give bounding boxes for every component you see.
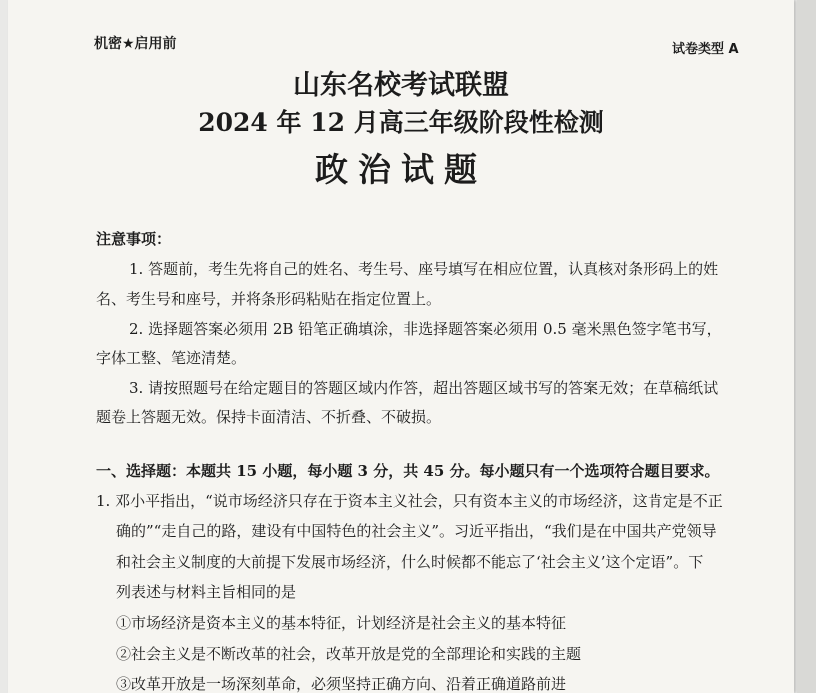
question-1-line-2: 确的”“走自己的路，建设有中国特色的社会主义”。习近平指出，“我们是在中国共产党领导 bbox=[116, 522, 717, 540]
exam-alliance-title: 山东名校考试联盟 bbox=[293, 70, 509, 101]
question-1-line-3: 和社会主义制度的大前提下发展市场经济，什么时候都不能忘了‘社会主义’这个定语”。下 bbox=[116, 553, 704, 571]
section-1-heading: 一、选择题：本题共 15 小题，每小题 3 分，共 45 分。每小题只有一个选项符合题目要求。 bbox=[96, 462, 720, 480]
question-1-option: ①市场经济是资本主义的基本特征，计划经济是社会主义的基本特征 bbox=[116, 614, 567, 632]
notice-item-1-line-2: 名、考生号和座号，并将条形码粘贴在指定位置上。 bbox=[96, 290, 442, 308]
notice-item-3-line-2: 题卷上答题无效。保持卡面清洁、不折叠、不破损。 bbox=[96, 408, 442, 426]
notice-item-2-line-2: 字体工整、笔迹清楚。 bbox=[96, 349, 247, 367]
question-1-line-4: 列表述与材料主旨相同的是 bbox=[116, 583, 297, 601]
exam-paper-page bbox=[8, 0, 794, 693]
question-1-option: ③改革开放是一场深刻革命，必须坚持正确方向、沿着正确道路前进 bbox=[116, 675, 567, 693]
subject-title: 政治试题 bbox=[315, 150, 487, 189]
notice-item-1-line-1: 1. 答题前，考生先将自己的姓名、考生号、座号填写在相应位置，认真核对条形码上的姓 bbox=[129, 260, 719, 278]
question-1-line-1: 1. 邓小平指出，“说市场经济只存在于资本主义社会，只有资本主义的市场经济，这肯定是不正 bbox=[96, 492, 723, 510]
notice-heading: 注意事项： bbox=[96, 230, 172, 248]
paper-type-label: 试卷类型 A bbox=[672, 42, 739, 57]
question-1-option: ②社会主义是不断改革的社会，改革开放是党的全部理论和实践的主题 bbox=[116, 645, 582, 663]
notice-item-2-line-1: 2. 选择题答案必须用 2B 铅笔正确填涂，非选择题答案必须用 0.5 毫米黑色签字笔书写， bbox=[129, 320, 722, 338]
page-edge-shadow bbox=[797, 0, 816, 693]
notice-item-3-line-1: 3. 请按照题号在给定题目的答题区域内作答，超出答题区域书写的答案无效；在草稿纸试 bbox=[129, 379, 719, 397]
exam-date-title: 2024 年 12 月高三年级阶段性检测 bbox=[198, 108, 604, 137]
confidential-label: 机密★启用前 bbox=[94, 36, 177, 52]
